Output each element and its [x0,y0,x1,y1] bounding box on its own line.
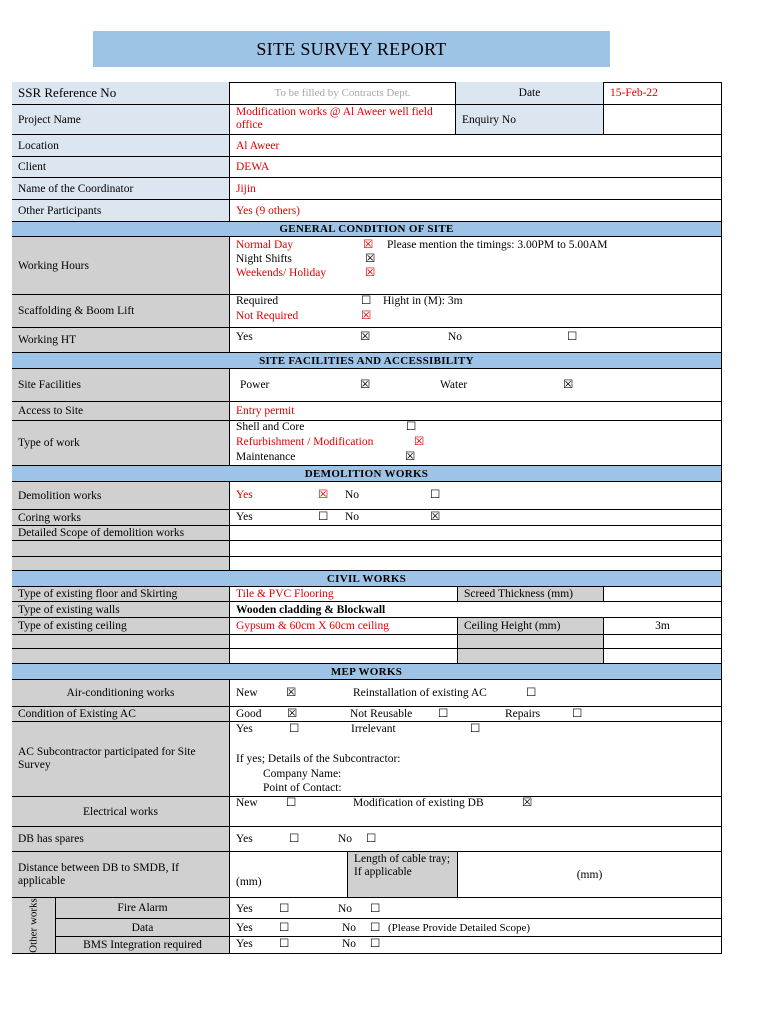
coordinator-label-cell [12,178,230,200]
client-label-cell [12,157,230,178]
walls-value: Wooden cladding & Blockwall [236,603,386,616]
reinstallation-checkbox[interactable]: ☐ [526,687,537,699]
client-value-field[interactable] [230,157,722,178]
coring-options [230,510,722,526]
location-label-cell [12,135,230,157]
ceiling-label: Type of existing ceiling [18,620,127,632]
access-label: Access to Site [18,405,84,417]
ac-new-checkbox[interactable]: ☒ [286,687,297,699]
floor-label-cell [12,587,230,602]
if-yes-label: If yes; Details of the Subcontractor: [236,753,401,765]
project-value: Modification works @ Al Aweer well field office [236,106,433,131]
walls-label: Type of existing walls [18,603,120,616]
fire-alarm-label-cell [56,898,230,919]
data-label-cell [56,919,230,937]
access-label-cell [12,402,230,421]
working-ht-options [230,328,722,353]
modification-db-label: Modification of existing DB [353,797,484,809]
access-value: Entry permit [236,405,295,417]
water-label: Water [440,379,468,391]
coring-yes-checkbox[interactable]: ☐ [318,511,329,523]
distance-value-field[interactable] [230,852,348,898]
section-demolition [12,466,722,482]
not-reusable-label: Not Reusable [350,708,413,720]
participants-label-cell [12,200,230,222]
point-of-contact-label: Point of Contact: [263,782,342,794]
date-value: 15-Feb-22 [610,87,658,99]
fire-alarm-label: Fire Alarm [117,902,168,914]
section-site-facilities [12,353,722,369]
civil-extra-field-3[interactable] [230,649,458,664]
civil-label-filler [12,649,230,664]
scope-label-filler [12,541,230,557]
participants-value-field[interactable] [230,200,722,222]
demolition-yes-checkbox[interactable]: ☒ [318,489,329,501]
reinstallation-label: Reinstallation of existing AC [353,687,487,699]
scope-label: Detailed Scope of demolition works [18,527,185,539]
fire-alarm-yes-label: Yes [236,903,253,915]
electrical-label: Electrical works [82,805,159,818]
cable-tray-label: Length of cable tray; If applicable [354,853,451,878]
night-shifts-checkbox[interactable]: ☒ [365,253,376,265]
maintenance-checkbox[interactable]: ☒ [405,451,416,463]
coordinator-value-field[interactable] [230,178,722,200]
bms-no-checkbox[interactable]: ☐ [370,938,381,950]
db-spares-label: DB has spares [18,833,84,845]
modification-db-checkbox[interactable]: ☒ [522,797,533,809]
cable-tray-value-field[interactable] [458,852,722,898]
civil-extra-field-4[interactable] [604,649,722,664]
subcontractor-label-cell [12,722,230,797]
date-label: Date [518,87,541,99]
ceiling-height-label-cell [458,618,604,635]
civil-label-filler [12,635,230,649]
coordinator-value: Jijin [236,182,256,195]
demolition-label-cell [12,482,230,510]
participants-value: Yes (9 others) [236,204,300,217]
electrical-label-cell [12,797,230,827]
data-no-checkbox[interactable]: ☐ [370,922,381,934]
screed-label: Screed Thickness (mm) [464,588,574,600]
refurbishment-label: Refurbishment / Modification [236,436,374,448]
floor-value: Tile & PVC Flooring [236,588,334,600]
civil-extra-field-1[interactable] [230,635,458,649]
normal-day-label: Normal Day [236,239,294,251]
location-value-field[interactable] [230,135,722,157]
working-hours-label-cell [12,237,230,295]
fire-alarm-options [230,898,722,919]
distance-unit: (mm) [236,876,262,888]
subcontractor-yes-label: Yes [236,723,253,735]
site-facilities-label: Site Facilities [18,379,81,391]
bms-no-label: No [342,938,357,950]
fire-alarm-no-checkbox[interactable]: ☐ [370,903,381,915]
db-spares-label-cell [12,827,230,852]
scope-field-3[interactable] [230,557,722,571]
section-heading: GENERAL CONDITION OF SITE [279,223,454,235]
working-ht-yes-checkbox[interactable]: ☒ [360,331,371,343]
cable-tray-label-cell [348,852,458,898]
ac-works-label-cell [12,680,230,707]
section-heading: MEP WORKS [330,665,403,678]
shell-core-checkbox[interactable]: ☐ [406,421,417,433]
db-spares-yes-checkbox[interactable]: ☐ [289,833,300,845]
irrelevant-label: Irrelevant [351,723,396,735]
repairs-label: Repairs [505,708,541,720]
working-ht-no-checkbox[interactable]: ☐ [567,331,578,343]
company-name-label: Company Name: [263,768,342,780]
fire-alarm-no-label: No [338,903,353,915]
scaffolding-label: Scaffolding & Boom Lift [18,305,135,317]
walls-value-field[interactable] [230,602,722,618]
data-no-label: No [342,922,357,934]
coring-yes-label: Yes [236,511,253,523]
repairs-checkbox[interactable]: ☐ [572,708,583,720]
good-checkbox[interactable]: ☒ [287,708,298,720]
distance-label-cell [12,852,230,898]
scaffolding-options [230,295,722,328]
subcontractor-label: AC Subcontractor participated for Site Survey [18,746,196,771]
condition-label: Condition of Existing AC [18,708,136,720]
other-works-label: Other works [27,898,40,953]
subcontractor-yes-checkbox[interactable]: ☐ [289,723,300,735]
detailed-scope-note: (Please Provide Detailed Scope) [388,922,531,934]
weekends-label: Weekends/ Holiday [236,267,327,279]
weekends-checkbox[interactable]: ☒ [365,267,376,279]
not-reusable-checkbox[interactable]: ☐ [438,708,449,720]
type-of-work-label: Type of work [18,437,80,449]
working-hours-label: Working Hours [18,259,89,272]
project-label-cell [12,105,230,135]
bms-label-cell [56,937,230,954]
maintenance-label: Maintenance [236,451,296,463]
enquiry-label-cell [456,105,604,135]
electrical-new-checkbox[interactable]: ☐ [286,797,297,809]
date-value-field[interactable] [604,82,722,105]
distance-label: Distance between DB to SMDB, If applicable [18,861,179,887]
bms-options [230,937,722,954]
ssr-label: SSR Reference No [18,85,117,100]
scope-label-filler [12,557,230,571]
working-ht-label-cell [12,328,230,353]
screed-value-field[interactable] [604,587,722,602]
power-checkbox[interactable]: ☒ [360,379,371,391]
project-label: Project Name [18,113,81,126]
project-value-field[interactable] [230,105,456,135]
demolition-options [230,482,722,510]
site-facilities-options [230,369,722,402]
section-heading: CIVIL WORKS [326,572,407,585]
scope-field-1[interactable] [230,526,722,541]
ceiling-height-label: Ceiling Height (mm) [464,620,561,632]
good-label: Good [236,708,262,720]
bms-label: BMS Integration required [83,939,202,951]
required-checkbox[interactable]: ☐ [361,295,372,307]
ac-works-label: Air-conditioning works [66,687,175,699]
condition-options [230,707,722,722]
floor-value-field[interactable] [230,587,458,602]
coring-no-checkbox[interactable]: ☒ [430,511,441,523]
not-required-label: Not Required [236,310,299,322]
date-label-cell [456,82,604,105]
ceiling-height-value: 3m [655,620,670,632]
required-label: Required [236,295,279,307]
client-label: Client [18,161,47,173]
working-ht-no-label: No [448,331,463,343]
hight-label: Hight in (M): 3m [383,295,463,307]
db-spares-options [230,827,722,852]
ceiling-label-cell [12,618,230,635]
water-checkbox[interactable]: ☒ [563,379,574,391]
civil-extra-field-2[interactable] [604,635,722,649]
ssr-value-field[interactable] [230,82,456,105]
type-of-work-label-cell [12,421,230,466]
not-required-checkbox[interactable]: ☒ [361,310,372,322]
demolition-no-label: No [345,489,360,501]
location-value: Al Aweer [236,139,280,152]
ceiling-height-value-field[interactable] [604,618,722,635]
coring-label: Coring works [18,511,81,524]
ssr-label-cell [12,82,230,105]
data-label: Data [131,921,154,934]
irrelevant-checkbox[interactable]: ☐ [470,723,481,735]
screed-label-cell [458,587,604,602]
condition-label-cell [12,707,230,722]
demolition-label: Demolition works [18,489,102,502]
site-facilities-label-cell [12,369,230,402]
data-yes-checkbox[interactable]: ☐ [279,922,290,934]
section-heading: SITE FACILITIES AND ACCESSIBILITY [259,354,474,367]
timings-note: Please mention the timings: 3.00PM to 5.00AM [387,239,608,251]
civil-label-filler [458,635,604,649]
night-shifts-label: Night Shifts [236,253,292,265]
power-label: Power [240,379,270,391]
section-general-condition [12,222,722,237]
ac-new-label: New [236,687,258,699]
report-title: SITE SURVEY REPORT [93,31,610,67]
ssr-value: To be filled by Contracts Dept. [274,87,411,99]
cable-tray-unit: (mm) [576,868,603,881]
coring-label-cell [12,510,230,526]
section-mep [12,664,722,680]
data-yes-label: Yes [236,922,253,934]
walls-label-cell [12,602,230,618]
civil-label-filler [458,649,604,664]
bms-yes-label: Yes [236,938,253,950]
ceiling-value: Gypsum & 60cm X 60cm ceiling [236,620,389,632]
electrical-new-label: New [236,797,258,809]
working-ht-yes-label: Yes [236,331,253,343]
participants-label: Other Participants [18,204,102,217]
section-heading: DEMOLITION WORKS [304,467,429,480]
demolition-no-checkbox[interactable]: ☐ [430,489,441,501]
section-civil [12,571,722,587]
fire-alarm-yes-checkbox[interactable]: ☐ [279,903,290,915]
refurbishment-checkbox[interactable]: ☒ [414,436,425,448]
demolition-yes-label: Yes [236,489,253,501]
coring-no-label: No [345,511,360,523]
access-value-field[interactable] [230,402,722,421]
shell-core-label: Shell and Core [236,421,305,433]
ceiling-value-field[interactable] [230,618,458,635]
scope-field-2[interactable] [230,541,722,557]
client-value: DEWA [236,161,270,173]
bms-yes-checkbox[interactable]: ☐ [279,938,290,950]
working-ht-label: Working HT [18,334,77,346]
location-label: Location [18,139,59,152]
scope-label-cell [12,526,230,541]
normal-day-checkbox[interactable]: ☒ [363,239,374,251]
scaffolding-label-cell [12,295,230,328]
coordinator-label: Name of the Coordinator [18,182,134,195]
floor-label: Type of existing floor and Skirting [18,588,178,600]
db-spares-yes-label: Yes [236,833,253,845]
db-spares-no-label: No [338,833,353,845]
enquiry-label: Enquiry No [462,113,516,126]
enquiry-value-field[interactable] [604,105,722,135]
db-spares-no-checkbox[interactable]: ☐ [366,833,377,845]
